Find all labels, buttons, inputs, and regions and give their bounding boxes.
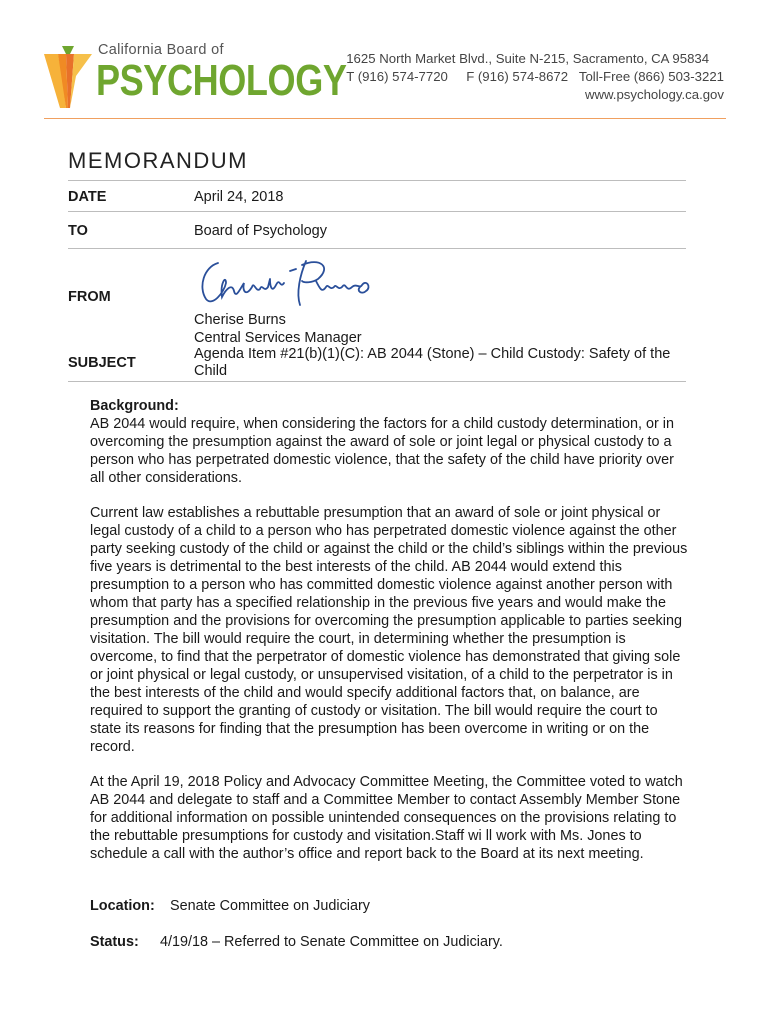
location-label: Location: bbox=[90, 898, 155, 914]
date-value: April 24, 2018 bbox=[194, 189, 284, 205]
from-subject-row bbox=[68, 248, 686, 382]
address-street: 1625 North Market Blvd., Suite N-215, Sacramento, CA 95834 bbox=[346, 51, 710, 66]
background-paragraph-1: AB 2044 would require, when considering the factors for a child custody determination, or in overcoming the presumption against the award of sole or joint legal or physical custody to a person who has perpetrated domestic violence, that the safety of the child have priority over all other considerations. bbox=[90, 416, 674, 486]
status-label: Status: bbox=[90, 934, 139, 950]
letterhead-divider bbox=[44, 118, 726, 119]
logo-title: PSYCHOLOGY bbox=[96, 56, 347, 105]
date-row bbox=[68, 180, 686, 211]
to-row bbox=[68, 211, 686, 248]
from-sender bbox=[194, 311, 362, 347]
subject-label: SUBJECT bbox=[68, 355, 136, 371]
psychology-logo-icon bbox=[44, 46, 92, 108]
background-paragraph-2: Current law establishes a rebuttable presumption that an award of sole or joint physical or legal custody of a child to a person who has perpetrated domestic violence against the other party seeking custody of the child or against the child or the child’s siblings within the previous five years is detrimental to the best interests of the child. AB 2044 would extend this presumption to a person who has committed domestic violence against another person with whom that party has a specified relationship in the previous five years and would make the presumption and the provisions for overcoming the presumption applicable to parties seeking visitation. The bill would require the court, in determining whether the presumption is overcome, to find that the perpetrator of domestic violence has demonstrated that giving sole or joint physical or legal custody, or unsupervised visitation, of a child to the perpetrator is in the best interests of the child and would specify additional factors that, on balance, are required to support the granting of custody or visitation. The bill would require the court to state its reasons for finding that the presumption has been overcome in writing or on the record. bbox=[90, 505, 688, 755]
sender-name: Cherise Burns bbox=[194, 312, 286, 328]
to-value: Board of Psychology bbox=[194, 223, 327, 239]
memo-body bbox=[90, 397, 690, 880]
location-line bbox=[90, 898, 370, 914]
location-value: Senate Committee on Judiciary bbox=[170, 898, 370, 914]
memo-header-table bbox=[68, 180, 686, 382]
background-paragraph-3: At the April 19, 2018 Policy and Advocacy Committee Meeting, the Committee voted to watch AB 2044 and delegate to staff and a Committee Member to contact Assembly Member Stone for additional information on possible unintended consequences on the provisions relating to the rebuttable presumptions for custody and visitation.Staff wi ll work with Ms. Jones to schedule a call with the author’s office and report back to the Board at its next meeting. bbox=[90, 774, 683, 862]
logo-subtitle: California Board of bbox=[98, 42, 224, 58]
address-website: www.psychology.ca.gov bbox=[584, 87, 724, 102]
to-label: TO bbox=[68, 223, 88, 239]
handwritten-signature bbox=[196, 253, 380, 311]
from-label: FROM bbox=[68, 289, 111, 305]
status-line bbox=[90, 934, 503, 950]
board-logo bbox=[44, 42, 347, 110]
background-heading: Background: bbox=[90, 398, 179, 414]
memo-title: MEMORANDUM bbox=[68, 148, 248, 173]
subject-value: Agenda Item #21(b)(1)(C): AB 2044 (Stone) – Child Custody: Safety of the Child bbox=[194, 346, 671, 379]
address-phones: T (916) 574-7720 F (916) 574-8672 Toll-Free (866) 503-3221 bbox=[346, 69, 724, 84]
date-label: DATE bbox=[68, 189, 107, 205]
status-value: 4/19/18 – Referred to Senate Committee on Judiciary. bbox=[160, 934, 503, 950]
letterhead-address bbox=[346, 50, 724, 104]
sender-title: Central Services Manager bbox=[194, 330, 362, 346]
